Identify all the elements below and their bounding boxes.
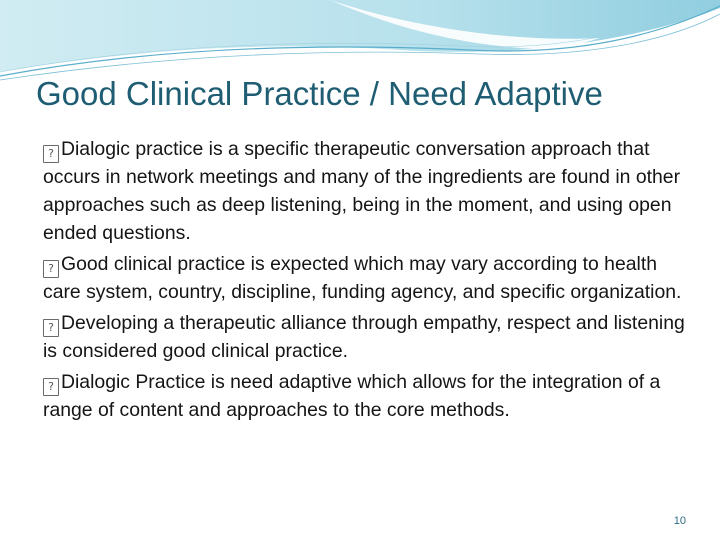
bullet-glyph-icon: ? xyxy=(43,145,59,163)
bullet-text: Dialogic practice is a specific therapeutic conversation approach that occurs in network meetings and many of the ingredients are found in other approaches such as deep listening, being in the moment, and using open ended questions. xyxy=(43,138,681,244)
bullet-glyph-icon: ? xyxy=(43,260,59,278)
bullet-item xyxy=(43,250,693,306)
bullet-glyph-icon: ? xyxy=(43,319,59,337)
bullet-item xyxy=(43,309,693,365)
slide-title: Good Clinical Practice / Need Adaptive xyxy=(36,75,603,112)
bullet-text: Dialogic Practice is need adaptive which allows for the integration of a range of content and approaches to the core methods. xyxy=(43,371,661,421)
page-number: 10 xyxy=(673,515,686,527)
bullet-item xyxy=(43,135,693,247)
bullet-list xyxy=(43,135,693,427)
bullet-text: Developing a therapeutic alliance through empathy, respect and listening is considered good clinical practice. xyxy=(43,312,685,362)
bullet-glyph-icon: ? xyxy=(43,378,59,396)
bullet-item xyxy=(43,368,693,424)
bullet-text: Good clinical practice is expected which may vary according to health care system, country, discipline, funding agency, and specific organization. xyxy=(43,253,682,303)
